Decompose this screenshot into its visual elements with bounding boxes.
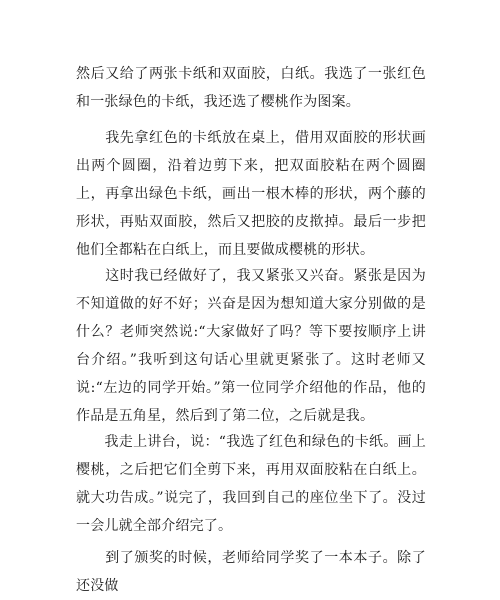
paragraph-3: 这时我已经做好了，我又紧张又兴奋。紧张是因为不知道做的好不好；兴奋是因为想知道大家分别做的是什么？老师突然说:“大家做好了吗？等下要按顺序上讲台介绍。”我听到这句话心里就更紧张了。这时老师又说:“左边的同学开始。”第一位同学介绍他的作品，他的作品是五角星，然后到了第二位，之后就是我。 <box>76 268 426 424</box>
paragraph-2: 我先拿红色的卡纸放在桌上，借用双面胶的形状画出两个圆圈，沿着边剪下来，把双面胶粘在两个圆圈上，再拿出绿色卡纸，画出一根木棒的形状，两个藤的形状，再贴双面胶，然后又把胶的皮揿掉。最后一步把他们全都粘在白纸上，而且要做成樱桃的形状。 <box>76 130 426 258</box>
paragraph-1: 然后又给了两张卡纸和双面胶，白纸。我选了一张红色和一张绿色的卡纸，我还选了樱桃作为图案。 <box>76 66 426 110</box>
paragraph-5: 到了颁奖的时候，老师给同学奖了一本本子。除了还没做 <box>76 550 426 594</box>
paragraph-4: 我走上讲台，说：“我选了红色和绿色的卡纸。画上樱桃，之后把它们全剪下来，再用双面胶粘在白纸上。就大功告成。”说完了，我回到自己的座位坐下了。没过一会儿就全部介绍完了。 <box>76 434 426 534</box>
